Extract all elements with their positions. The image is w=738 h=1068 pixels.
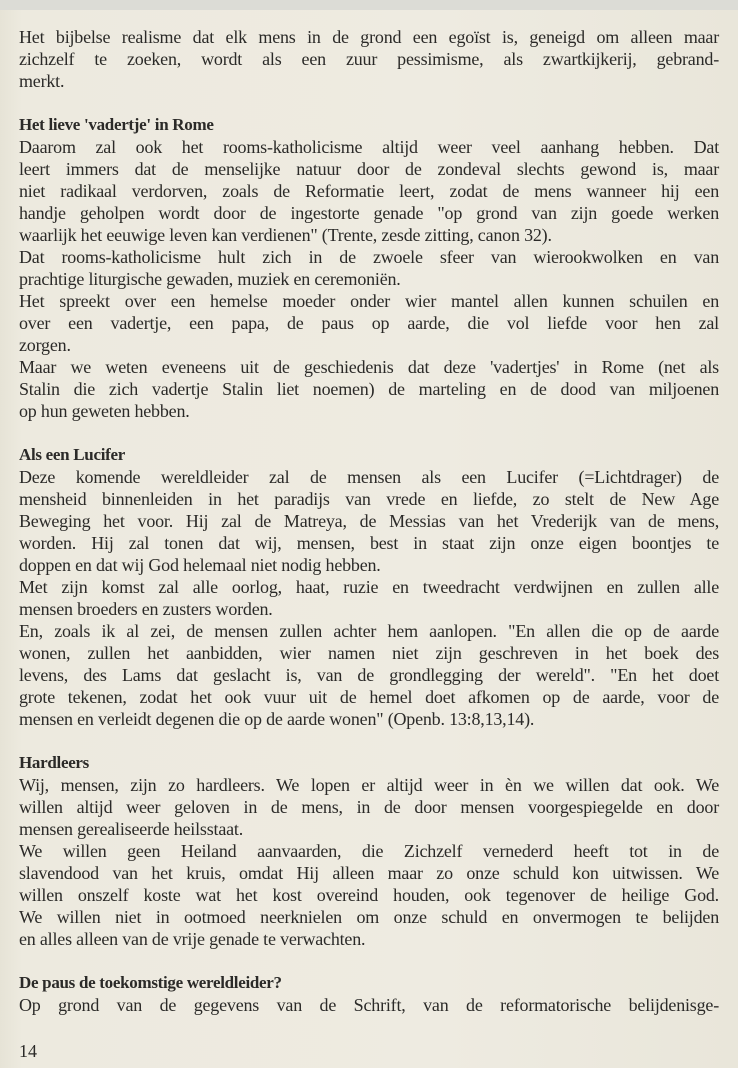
text-line: Deze komende wereldleider zal de mensen als een Lucifer (=Lichtdrager) de — [19, 467, 719, 487]
text-line: handje geholpen wordt door de ingestorte genade "op grond van zijn goede werken — [19, 203, 719, 223]
text-line: slavendood van het kruis, omdat Hij alleen maar zo onze schuld kon uitwissen. We — [19, 863, 719, 883]
text-line: worden. Hij zal tonen dat wij, mensen, best in staat zijn onze eigen boontjes te — [19, 533, 719, 553]
text-line: En, zoals ik al zei, de mensen zullen achter hem aanlopen. "En allen die op de aarde — [19, 621, 719, 641]
text-line: Het bijbelse realisme dat elk mens in de grond een egoïst is, geneigd om alleen maar — [19, 27, 719, 47]
text-line: Met zijn komst zal alle oorlog, haat, ruzie en tweedracht verdwijnen en zullen alle — [19, 577, 719, 597]
text-line: mensheid binnenleiden in het paradijs van vrede en liefde, zo stelt de New Age — [19, 489, 719, 509]
text-line: mensen broeders en zusters worden. — [19, 599, 273, 619]
section-heading: Hardleers — [19, 753, 89, 772]
section-heading: Het lieve 'vadertje' in Rome — [19, 115, 214, 134]
text-line: Stalin die zich vadertje Stalin liet noemen) de marteling en de dood van miljoenen — [19, 379, 719, 399]
text-line: mensen en verleidt degenen die op de aarde wonen" (Openb. 13:8,13,14). — [19, 709, 535, 729]
text-line: leert immers dat de menselijke natuur door de zondeval slechts gewond is, maar — [19, 159, 719, 179]
text-line: We willen geen Heiland aanvaarden, die Zichzelf vernederd heeft tot in de — [19, 841, 719, 861]
text-line: doppen en dat wij God helemaal niet nodig hebben. — [19, 555, 381, 575]
scan-edge — [0, 0, 738, 10]
section-heading: De paus de toekomstige wereldleider? — [19, 973, 282, 992]
text-line: merkt. — [19, 71, 65, 91]
text-line: Maar we weten eveneens uit de geschiedenis dat deze 'vadertjes' in Rome (net als — [19, 357, 719, 377]
text-line: Dat rooms-katholicisme hult zich in de zwoele sfeer van wierookwolken en van — [19, 247, 719, 267]
section-heading: Als een Lucifer — [19, 445, 125, 464]
text-line: Daarom zal ook het rooms-katholicisme altijd weer veel aanhang hebben. Dat — [19, 137, 719, 157]
text-line: zichzelf te zoeken, wordt als een zuur pessimisme, als zwartkijkerij, gebrand- — [19, 49, 719, 69]
page-number: 14 — [19, 1041, 37, 1061]
text-line: willen altijd weer geloven in de mens, in de door mensen voorgespiegelde en door — [19, 797, 719, 817]
section-gap — [19, 422, 719, 444]
text-line: prachtige liturgische gewaden, muziek en ceremoniën. — [19, 269, 401, 289]
text-line: Beweging het voor. Hij zal de Matreya, de Messias van het Vrederijk van de mens, — [19, 511, 719, 531]
text-line: We willen niet in ootmoed neerknielen om onze schuld en onvermogen te belijden — [19, 907, 719, 927]
text-line: niet radikaal verdorven, zoals de Reformatie leert, zodat de mens wanneer hij een — [19, 181, 719, 201]
text-line: zorgen. — [19, 335, 71, 355]
text-line: Het spreekt over een hemelse moeder onder wier mantel allen kunnen schuilen en — [19, 291, 719, 311]
text-line: willen onszelf koste wat het kost overeind houden, ook tegenover de heilige God. — [19, 885, 719, 905]
text-line: mensen gerealiseerde heilsstaat. — [19, 819, 243, 839]
text-line: Op grond van de gegevens van de Schrift, van de reformatorische belijdenisge- — [19, 995, 719, 1015]
text-line: op hun geweten hebben. — [19, 401, 190, 421]
section-gap — [19, 92, 719, 114]
text-line: over een vadertje, een papa, de paus op aarde, die vol liefde voor hen zal — [19, 313, 719, 333]
text-line: levens, des Lams dat geslacht is, van de grondlegging der wereld". "En het doet — [19, 665, 719, 685]
text-line: grote tekenen, zodat het ook vuur uit de hemel doet afkomen op de aarde, voor de — [19, 687, 719, 707]
section-gap — [19, 730, 719, 752]
text-line: Wij, mensen, zijn zo hardleers. We lopen er altijd weer in èn we willen dat ook. We — [19, 775, 719, 795]
text-line: en alles alleen van de vrije genade te verwachten. — [19, 929, 366, 949]
section-gap — [19, 950, 719, 972]
text-line: wonen, zullen het aanbidden, wier namen niet zijn geschreven in het boek des — [19, 643, 719, 663]
text-line: waarlijk het eeuwige leven kan verdienen" (Trente, zesde zitting, canon 32). — [19, 225, 552, 245]
page-body — [19, 26, 719, 1016]
